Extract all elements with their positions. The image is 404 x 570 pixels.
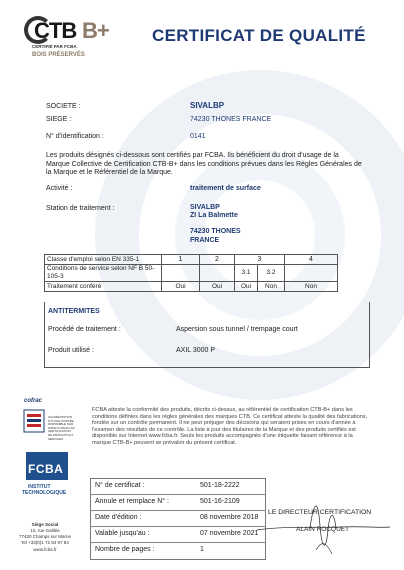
procede-value: Aspersion sous tunnel / trempage court (176, 326, 298, 333)
info-divider (90, 542, 266, 543)
activite-value: traitement de surface (190, 185, 261, 192)
siege-value: 74230 THONES FRANCE (190, 116, 272, 123)
table-cell: Oui (235, 282, 258, 292)
activite-label: Activité : (46, 185, 73, 192)
legal-text: FCBA atteste la conformité des produits, décrits ci-dessus, au référentiel de certification CTB-B+ dans les conditions définies dans les règles générales des marques CTB. Ce certificat atteste la qualité des fabrications, fondée sur un contrôle permanent. Il ne peut préjuger des décisions qui seraient prises en cours d'année à l'examen des résultats de ce contrôle. La liste à jour des titulaires de la Marque et des produits certifiés est disponible sur Internet www.fcba.fr. Seuls les produits accompagnés d'une étiquette faisant référence à la marque CTB-B+ peuvent se prévaloir du présent certificat. (92, 407, 368, 446)
logo-ctb: CTB (34, 18, 77, 43)
edition-label: Date d'édition : (95, 514, 142, 521)
station-label: Station de traitement : (46, 205, 115, 212)
logo-subtitle-certifie: CERTIFIÉ PAR FCBA (32, 44, 77, 49)
table-cell: 3.1 (235, 265, 258, 282)
director-signature (252, 490, 392, 560)
cert-number-label: N° de certificat : (95, 482, 145, 489)
produit-label: Produit utilisé : (48, 347, 94, 354)
table-cell: Oui (162, 282, 200, 292)
fcba-address-line: 77420 Champs sur Marne (18, 534, 72, 539)
table-cell: 4 (285, 255, 338, 265)
document-title: CERTIFICAT DE QUALITÉ (152, 26, 366, 45)
info-divider (90, 510, 266, 511)
identification-value: 0141 (190, 133, 206, 140)
siege-label: SIEGE : (46, 116, 72, 123)
valable-label: Valable jusqu'au : (95, 530, 150, 537)
fcba-institut: INSTITUT (28, 484, 51, 490)
director-name: ALAIN ROCQUET (296, 526, 350, 533)
station-line2: ZI La Balmette (190, 212, 238, 219)
logo-bplus: B+ (82, 18, 109, 43)
table-cell: 3.2 (258, 265, 285, 282)
fcba-technologique: TECHNOLOGIQUE (22, 490, 67, 496)
table-cell: 1 (162, 255, 200, 265)
info-divider (90, 526, 266, 527)
certification-paragraph: Les produits désignés ci-dessous sont certifiés par FCBA. Ils bénéficient du droit d'usage de la Marque Collective de Certification CTB-B+ dans les conditions prévues dans les Règles Générales de la Marque et le Référentiel de la Marque. (46, 152, 362, 177)
table-cell: Classe d'emploi selon EN 335-1 (45, 255, 162, 265)
valable-value: 07 novembre 2021 (200, 530, 259, 537)
fcba-website: www.fcba.fr (33, 547, 57, 552)
station-line3: 74230 THONES (190, 228, 241, 235)
cert-number-value: 501-18-2222 (200, 482, 240, 489)
station-line4: FRANCE (190, 237, 220, 244)
cofrac-emblem-icon (22, 408, 46, 434)
societe-label: SOCIETE : (46, 103, 81, 110)
table-cell (162, 265, 200, 282)
table-cell: Traitement conféré (45, 282, 162, 292)
info-divider (90, 494, 266, 495)
table-cell: Non (258, 282, 285, 292)
logo-subtitle-bois: BOIS PRÉSERVÉS (32, 52, 85, 58)
table-cell: Conditions de service selon NF B 50-105-3 (45, 265, 162, 282)
table-cell (285, 265, 338, 282)
annule-label: Annule et remplace N° : (95, 498, 170, 505)
table-cell (200, 265, 235, 282)
classes-table (44, 254, 338, 292)
table-cell: 2 (200, 255, 235, 265)
antitermites-title: ANTITERMITES (48, 308, 100, 315)
fcba-address-title: Siège Social (31, 522, 59, 527)
station-line1: SIVALBP (190, 204, 220, 211)
cofrac-accreditation-text: ACCRÉDITATION N°5-0011 PORTÉE DISPONIBLE SUR WWW.COFRAC.FR CERTIFICATION DE PRODUITS ET SERVICES (48, 415, 75, 441)
cofrac-logo: cofrac (24, 398, 43, 404)
identification-label: N° d'identification : (46, 133, 104, 140)
edition-value: 08 novembre 2018 (200, 514, 259, 521)
pages-label: Nombre de pages : (95, 546, 155, 553)
fcba-logo-text: FCBA (28, 462, 64, 476)
fcba-address-line: 10, rue Galilée (30, 528, 60, 533)
director-title: LE DIRECTEUR CERTIFICATION (268, 509, 372, 516)
annule-value: 501-16-2109 (200, 498, 240, 505)
table-cell: Oui (200, 282, 235, 292)
pages-value: 1 (200, 546, 204, 553)
procede-label: Procédé de traitement : (48, 326, 121, 333)
fcba-address-line: Tel +33(0)1 72 84 97 84 (21, 540, 69, 545)
societe-value: SIVALBP (190, 101, 225, 110)
table-cell: Non (285, 282, 338, 292)
produit-value: AXIL 3000 P (176, 347, 216, 354)
table-cell: 3 (235, 255, 285, 265)
